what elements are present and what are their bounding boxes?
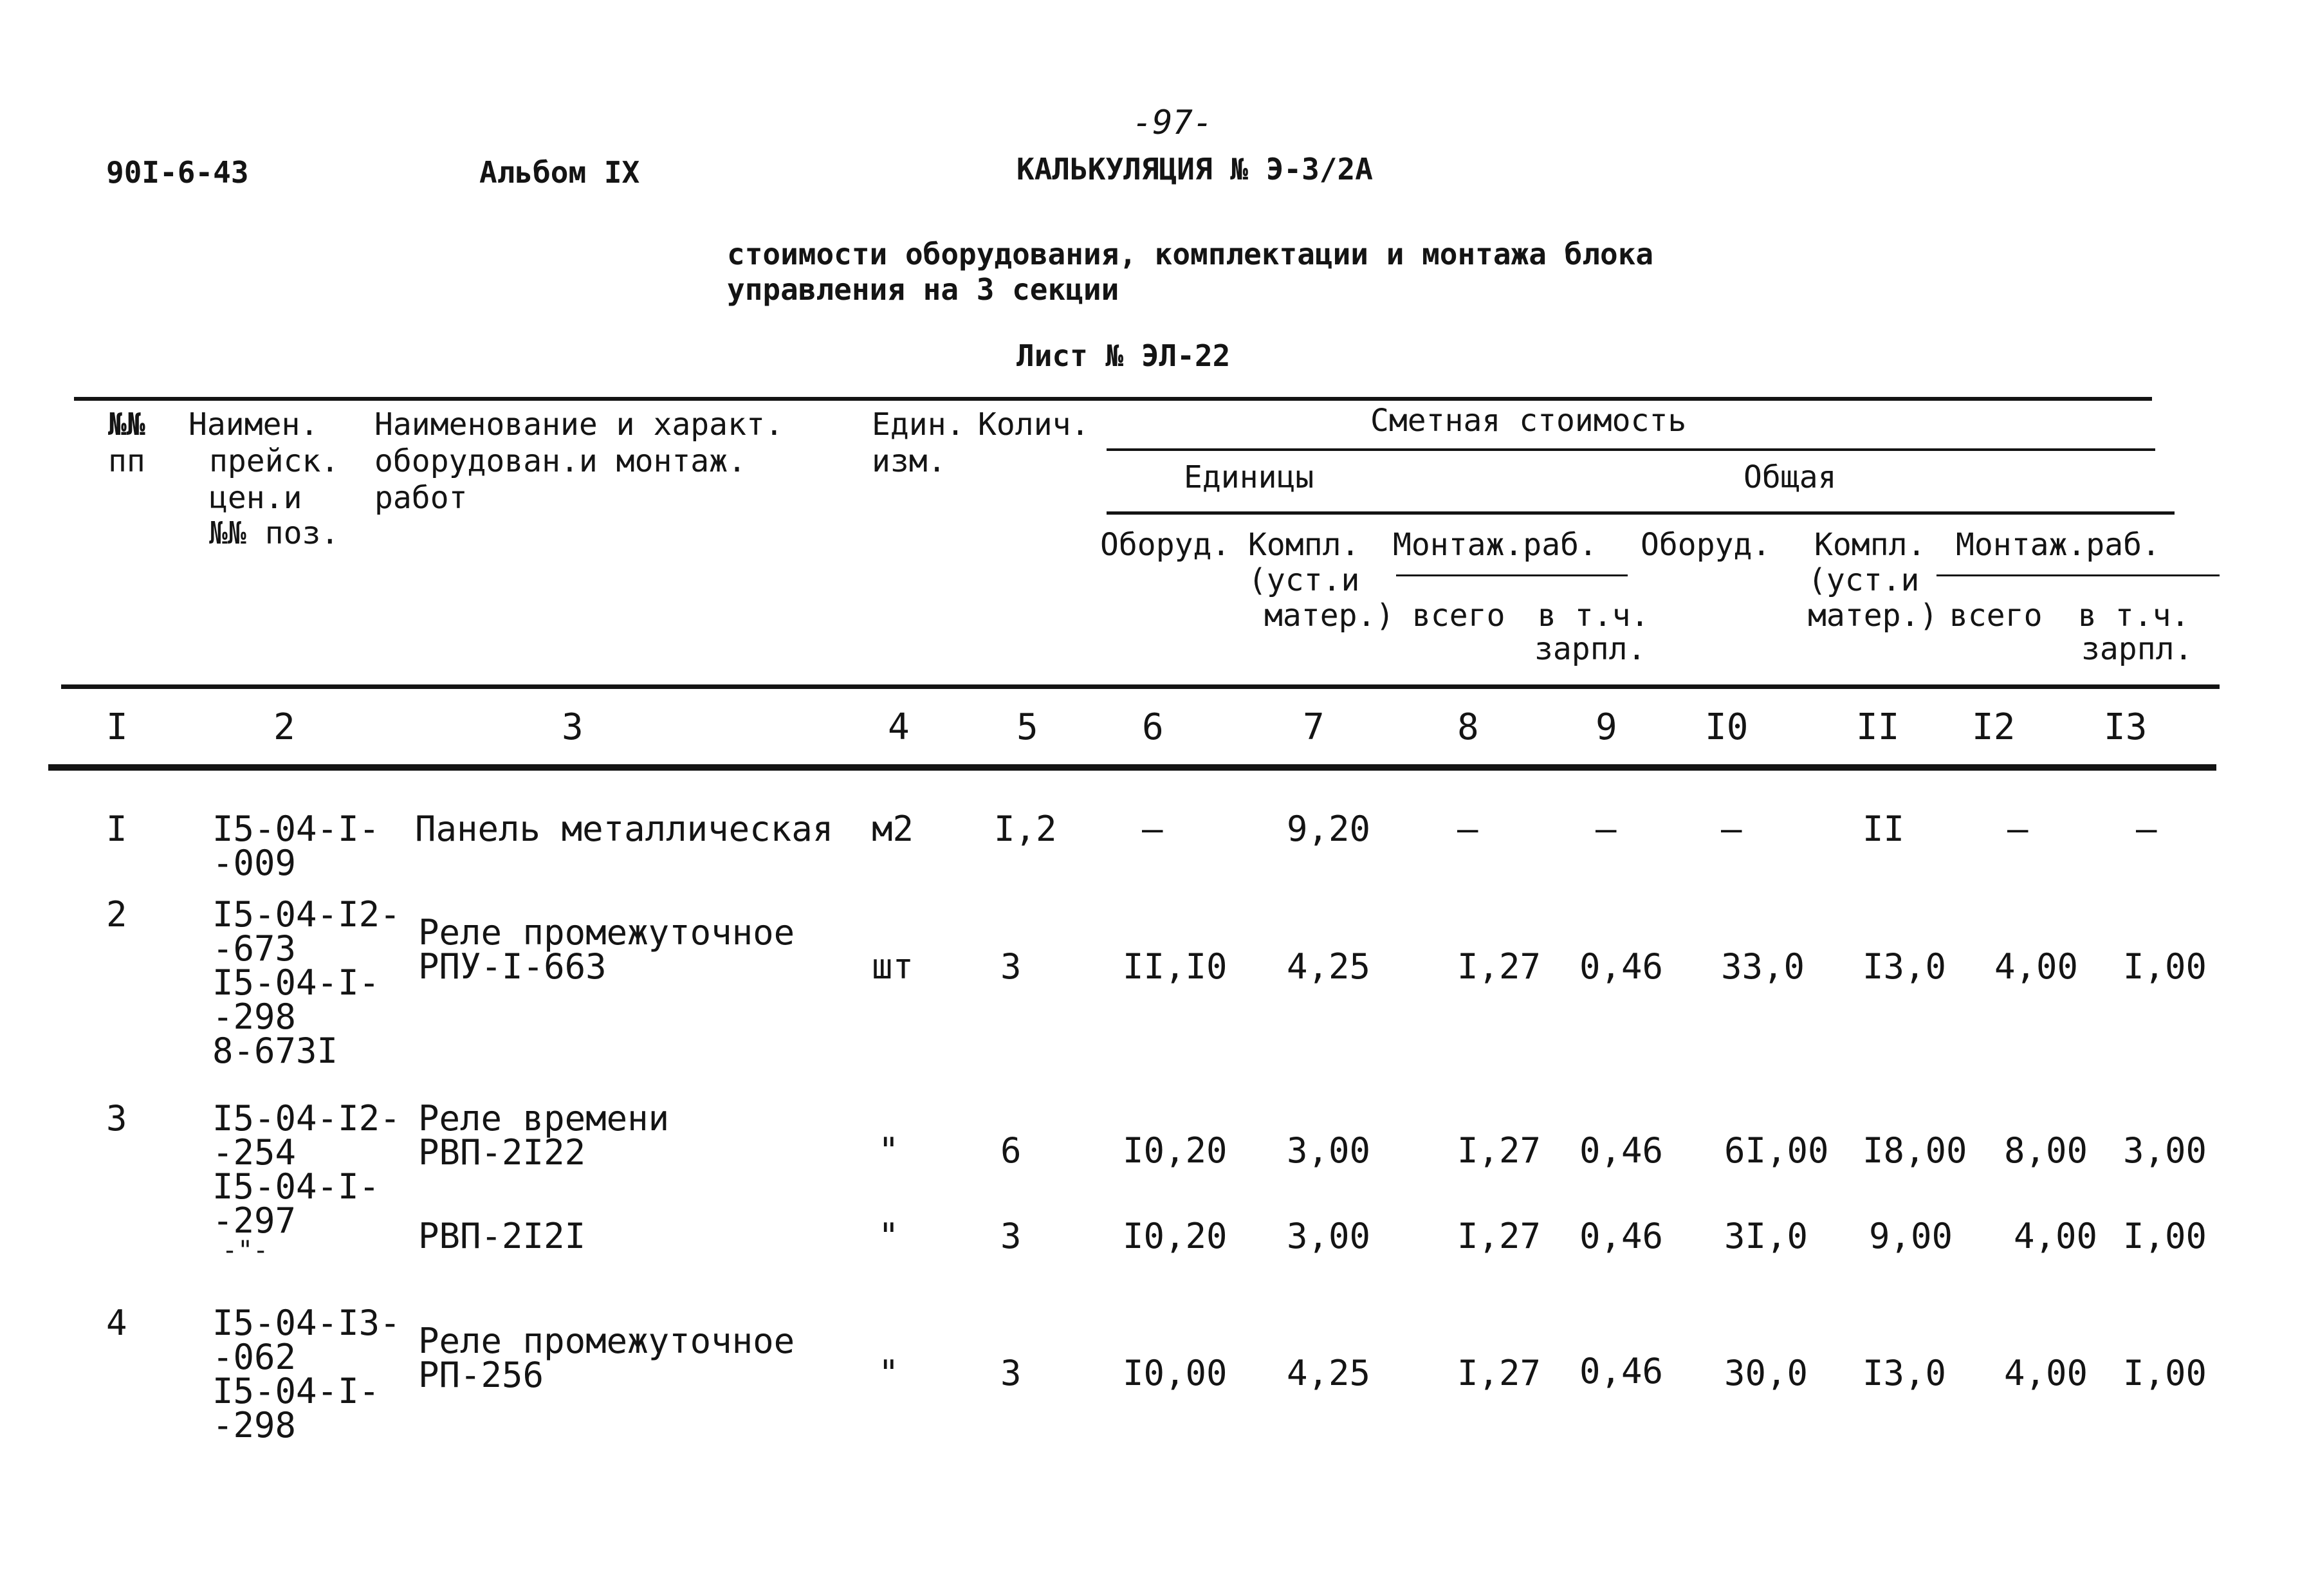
price-code: -298 [212, 1405, 297, 1445]
kompl-total-cost: I3,0 [1863, 1353, 1947, 1393]
price-code: -254 [212, 1132, 297, 1173]
equipment-unit-cost: – [1142, 809, 1163, 849]
kompl-unit-cost: 3,00 [1287, 1216, 1371, 1256]
equipment-unit-cost: I0,20 [1123, 1216, 1228, 1256]
price-code: I5-04-I- [212, 1166, 380, 1207]
column-number: II [1856, 706, 1900, 748]
equipment-unit-cost: I0,20 [1123, 1130, 1228, 1171]
equipment-unit-cost: II,I0 [1123, 946, 1228, 987]
unit: " [878, 1353, 899, 1393]
number-row-bottom-rule [48, 764, 2216, 771]
header-name: работ [374, 480, 468, 516]
montazh-unit-cost: I,27 [1457, 946, 1541, 987]
kompl-unit-cost: 4,25 [1287, 946, 1371, 987]
calculation-title: КАЛЬКУЛЯЦИЯ № Э-3/2А [1016, 152, 1373, 187]
wages-total-cost: I,00 [2123, 946, 2207, 987]
header-total: Общая [1743, 459, 1837, 495]
header-name: оборудован.и монтаж. [374, 443, 746, 479]
header-montazh: Монтаж.раб. [1956, 527, 2160, 563]
header-unit: Един. [872, 407, 965, 443]
column-number: 9 [1596, 706, 1617, 748]
wages-unit-cost: 0,46 [1579, 1351, 1664, 1391]
item-name: Реле времени [418, 1098, 670, 1139]
header-number: №№ [108, 407, 145, 443]
header-price-code: прейск. [209, 443, 340, 479]
page-number: -97- [1132, 104, 1213, 142]
price-code: -"- [222, 1236, 269, 1265]
kompl-total-cost: I8,00 [1863, 1130, 1967, 1171]
subtitle-line-1: стоимости оборудования, комплектации и монтажа блока [727, 237, 1654, 271]
column-number: I3 [2104, 706, 2148, 748]
kompl-unit-cost: 3,00 [1287, 1130, 1371, 1171]
header-total-cost: всего [1949, 598, 2043, 634]
header-total-cost: всего [1412, 598, 1505, 634]
header-incl-wages: зарпл. [1534, 631, 1646, 667]
header-quantity: Колич. [978, 407, 1090, 443]
smeta-rule [1107, 448, 2155, 451]
price-code: I5-04-I3- [212, 1303, 401, 1343]
header-name: Наименование и характ. [374, 407, 784, 443]
equipment-total-cost: 3I,0 [1724, 1216, 1808, 1256]
quantity: 3 [1000, 1216, 1022, 1256]
quantity: I,2 [994, 809, 1057, 849]
montazh-unit-cost: I,27 [1457, 1130, 1541, 1171]
price-code: I5-04-I- [212, 809, 380, 849]
header-kompl: Компл. [1248, 527, 1360, 563]
row-number: 4 [106, 1303, 127, 1343]
price-code: 8-673I [212, 1031, 338, 1071]
row-number: 2 [106, 894, 127, 935]
column-number: 8 [1457, 706, 1479, 748]
price-code: I5-04-I2- [212, 1098, 401, 1139]
kompl-total-cost: I3,0 [1863, 946, 1947, 987]
header-price-code: №№ поз. [209, 515, 340, 551]
wages-total-cost: I,00 [2123, 1353, 2207, 1393]
row-number: I [106, 809, 127, 849]
header-number-pp: пп [108, 443, 145, 479]
montazh-total-cost: 8,00 [2004, 1130, 2088, 1171]
column-number: I0 [1705, 706, 1749, 748]
wages-unit-cost: 0,46 [1579, 946, 1664, 987]
price-code: -298 [212, 996, 297, 1037]
header-equipment: Оборуд. [1100, 527, 1231, 563]
wages-unit-cost: 0,46 [1579, 1130, 1664, 1171]
price-code: I5-04-I- [212, 1371, 380, 1411]
montazh-unit-cost: I,27 [1457, 1353, 1541, 1393]
unit: " [878, 1216, 899, 1256]
quantity: 3 [1000, 946, 1022, 987]
montazh-total-cost: 4,00 [2014, 1216, 2098, 1256]
column-number: 4 [888, 706, 910, 748]
header-equipment: Оборуд. [1641, 527, 1771, 563]
header-price-code: Наимен. [189, 407, 319, 443]
montazh-unit-rule [1396, 574, 1628, 576]
equipment-total-cost: – [1721, 809, 1742, 849]
column-number: 2 [273, 706, 295, 748]
wages-unit-cost: – [1596, 809, 1617, 849]
document-code: 90I-6-43 [106, 155, 249, 190]
kompl-total-cost: 9,00 [1869, 1216, 1953, 1256]
montazh-total-cost: 4,00 [2004, 1353, 2088, 1393]
column-number: 5 [1016, 706, 1038, 748]
header-unit: изм. [872, 443, 946, 479]
header-price-code: цен.и [209, 480, 302, 516]
price-code: I5-04-I2- [212, 894, 401, 935]
montazh-total-cost: 4,00 [1994, 946, 2079, 987]
header-kompl: (уст.и [1808, 562, 1920, 598]
wages-total-cost: – [2136, 809, 2157, 849]
wages-unit-cost: 0,46 [1579, 1216, 1664, 1256]
price-code: -297 [212, 1200, 297, 1241]
header-kompl: матер.) [1264, 598, 1395, 634]
item-name: Реле промежуточное [418, 1321, 795, 1361]
sheet-number: Лист № ЭЛ-22 [1016, 338, 1231, 373]
kompl-unit-cost: 9,20 [1287, 809, 1371, 849]
montazh-unit-cost: I,27 [1457, 1216, 1541, 1256]
header-kompl: матер.) [1808, 598, 1938, 634]
subtitle-line-2: управления на 3 секции [727, 272, 1119, 307]
price-code: I5-04-I- [212, 962, 380, 1003]
column-number: 6 [1142, 706, 1164, 748]
price-code: -062 [212, 1337, 297, 1377]
unit: м2 [872, 809, 914, 849]
header-estimated-cost: Сметная стоимость [1370, 403, 1687, 439]
quantity: 6 [1000, 1130, 1022, 1171]
column-number: I2 [1972, 706, 2016, 748]
montazh-total-cost: – [2007, 809, 2028, 849]
kompl-total-cost: II [1863, 809, 1905, 849]
equipment-total-cost: 6I,00 [1724, 1130, 1829, 1171]
item-name: Реле промежуточное [418, 912, 795, 953]
item-name: РВП-2I2I [418, 1216, 586, 1256]
item-name: РП-256 [418, 1355, 544, 1395]
wages-total-cost: I,00 [2123, 1216, 2207, 1256]
equipment-unit-cost: I0,00 [1123, 1353, 1228, 1393]
quantity: 3 [1000, 1353, 1022, 1393]
kompl-unit-cost: 4,25 [1287, 1353, 1371, 1393]
item-name: РВП-2I22 [418, 1132, 586, 1173]
montazh-unit-cost: – [1457, 809, 1478, 849]
header-kompl: (уст.и [1248, 562, 1360, 598]
column-number: 7 [1303, 706, 1325, 748]
unit: " [878, 1130, 899, 1171]
header-bottom-rule [61, 684, 2220, 689]
album-label: Альбом IX [479, 155, 640, 190]
price-code: -009 [212, 843, 297, 883]
equipment-total-cost: 33,0 [1721, 946, 1805, 987]
header-montazh: Монтаж.раб. [1393, 527, 1597, 563]
column-number: 3 [562, 706, 584, 748]
item-name: РПУ-I-663 [418, 946, 607, 987]
wages-total-cost: 3,00 [2123, 1130, 2207, 1171]
header-incl-wages: в т.ч. [2078, 598, 2190, 634]
column-number: I [106, 706, 128, 748]
header-incl-wages: зарпл. [2081, 631, 2193, 667]
item-name: Панель металлическая [415, 809, 834, 849]
table-top-rule [74, 397, 2152, 401]
price-code: -673 [212, 928, 297, 969]
subgroup-rule [1107, 511, 2175, 515]
header-per-unit: Единицы [1184, 459, 1314, 495]
equipment-total-cost: 30,0 [1724, 1353, 1808, 1393]
header-kompl: Компл. [1814, 527, 1926, 563]
unit: шт [872, 946, 914, 987]
row-number: 3 [106, 1098, 127, 1139]
montazh-total-rule [1936, 574, 2220, 576]
header-incl-wages: в т.ч. [1538, 598, 1650, 634]
